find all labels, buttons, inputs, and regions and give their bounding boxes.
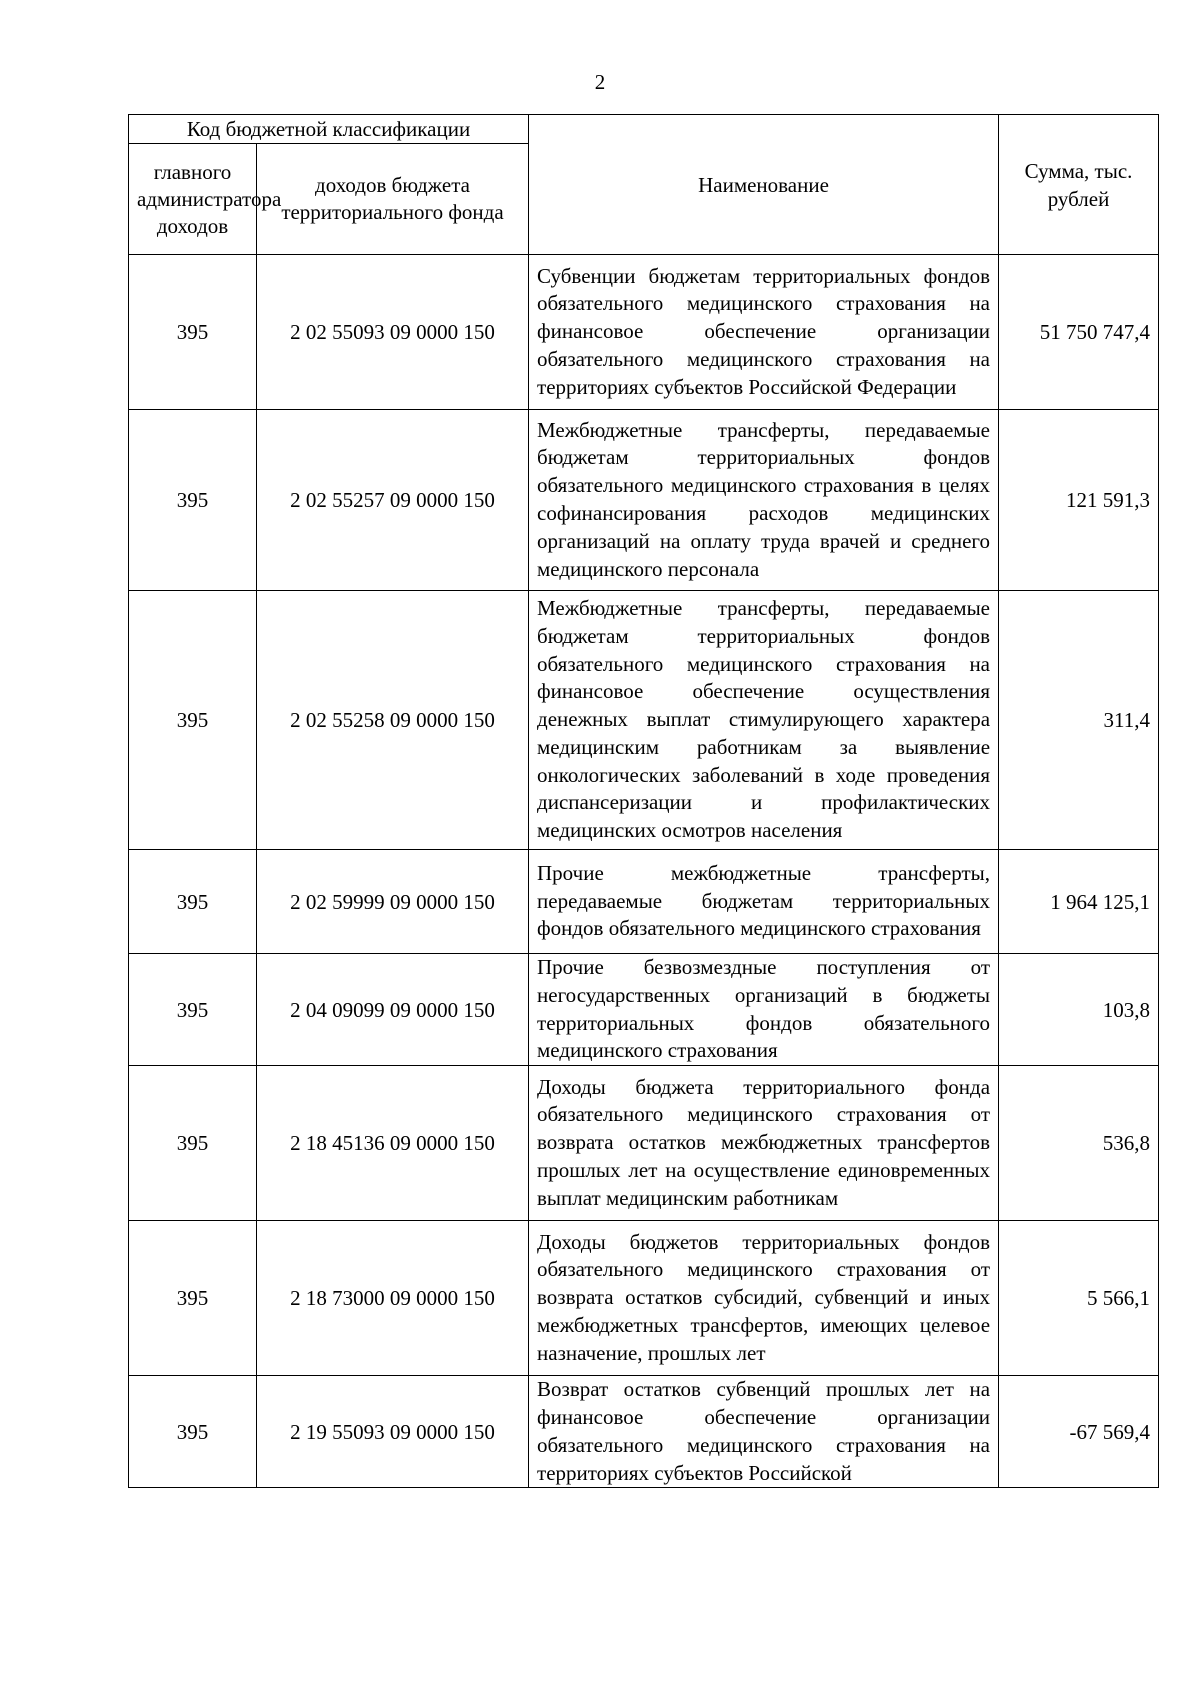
header-admin: главного администратора доходов [129,144,257,255]
table-row [129,1221,1159,1376]
cell-code: 2 02 55257 09 0000 150 [257,410,529,591]
cell-admin: 395 [129,1066,257,1221]
cell-name: Межбюджетные трансферты, передаваемые бюджетам территориальных фондов обязательного медицинского страхования в целях софинансирования расходов медицинских организаций на оплату труда врачей и среднего медицинского персонала [529,410,999,591]
table-row [129,410,1159,591]
cell-name: Возврат остатков субвенций прошлых лет на финансовое обеспечение организации обязательного медицинского страхования на территориях субъектов Российской [529,1376,999,1488]
cell-name: Доходы бюджетов территориальных фондов обязательного медицинского страхования от возврата остатков субсидий, субвенций и иных межбюджетных трансфертов, имеющих целевое назначение, прошлых лет [529,1221,999,1376]
cell-sum: 536,8 [999,1066,1159,1221]
cell-sum: 1 964 125,1 [999,850,1159,954]
header-classification-code: Код бюджетной классификации [129,115,529,144]
table-body [129,255,1159,1488]
table-row [129,255,1159,410]
table-row [129,954,1159,1066]
page-number: 2 [594,70,606,94]
table-row [129,1376,1159,1488]
cell-code: 2 02 55258 09 0000 150 [257,591,529,850]
cell-sum: 51 750 747,4 [999,255,1159,410]
table-header [129,115,1159,255]
cell-code: 2 19 55093 09 0000 150 [257,1376,529,1488]
cell-sum: 121 591,3 [999,410,1159,591]
cell-code: 2 04 09099 09 0000 150 [257,954,529,1066]
cell-sum: 311,4 [999,591,1159,850]
revenue-table [128,114,1159,1488]
cell-sum: -67 569,4 [999,1376,1159,1488]
cell-code: 2 18 73000 09 0000 150 [257,1221,529,1376]
cell-admin: 395 [129,1221,257,1376]
header-name: Наименование [529,115,999,255]
table-row [129,850,1159,954]
cell-name: Межбюджетные трансферты, передаваемые бюджетам территориальных фондов обязательного медицинского страхования на финансовое обеспечение осуществления денежных выплат стимулирующего характера медицинским работникам за выявление онкологических заболеваний в ходе проведения диспансеризации и профилактических медицинских осмотров населения [529,591,999,850]
table-row [129,591,1159,850]
header-code: доходов бюджета территориального фонда [257,144,529,255]
cell-admin: 395 [129,255,257,410]
cell-code: 2 02 55093 09 0000 150 [257,255,529,410]
cell-name: Субвенции бюджетам территориальных фондов обязательного медицинского страхования на финансовое обеспечение организации обязательного медицинского страхования на территориях субъектов Российской Федерации [529,255,999,410]
cell-sum: 103,8 [999,954,1159,1066]
cell-code: 2 18 45136 09 0000 150 [257,1066,529,1221]
header-sum: Сумма, тыс. рублей [999,115,1159,255]
cell-sum: 5 566,1 [999,1221,1159,1376]
cell-name: Доходы бюджета территориального фонда обязательного медицинского страхования от возврата остатков межбюджетных трансфертов прошлых лет на осуществление единовременных выплат медицинским работникам [529,1066,999,1221]
cell-code: 2 02 59999 09 0000 150 [257,850,529,954]
table-row [129,1066,1159,1221]
cell-admin: 395 [129,410,257,591]
cell-admin: 395 [129,850,257,954]
cell-admin: 395 [129,1376,257,1488]
cell-name: Прочие безвозмездные поступления от негосударственных организаций в бюджеты территориальных фондов обязательного медицинского страхования [529,954,999,1066]
cell-admin: 395 [129,591,257,850]
cell-name: Прочие межбюджетные трансферты, передаваемые бюджетам территориальных фондов обязательного медицинского страхования [529,850,999,954]
cell-admin: 395 [129,954,257,1066]
